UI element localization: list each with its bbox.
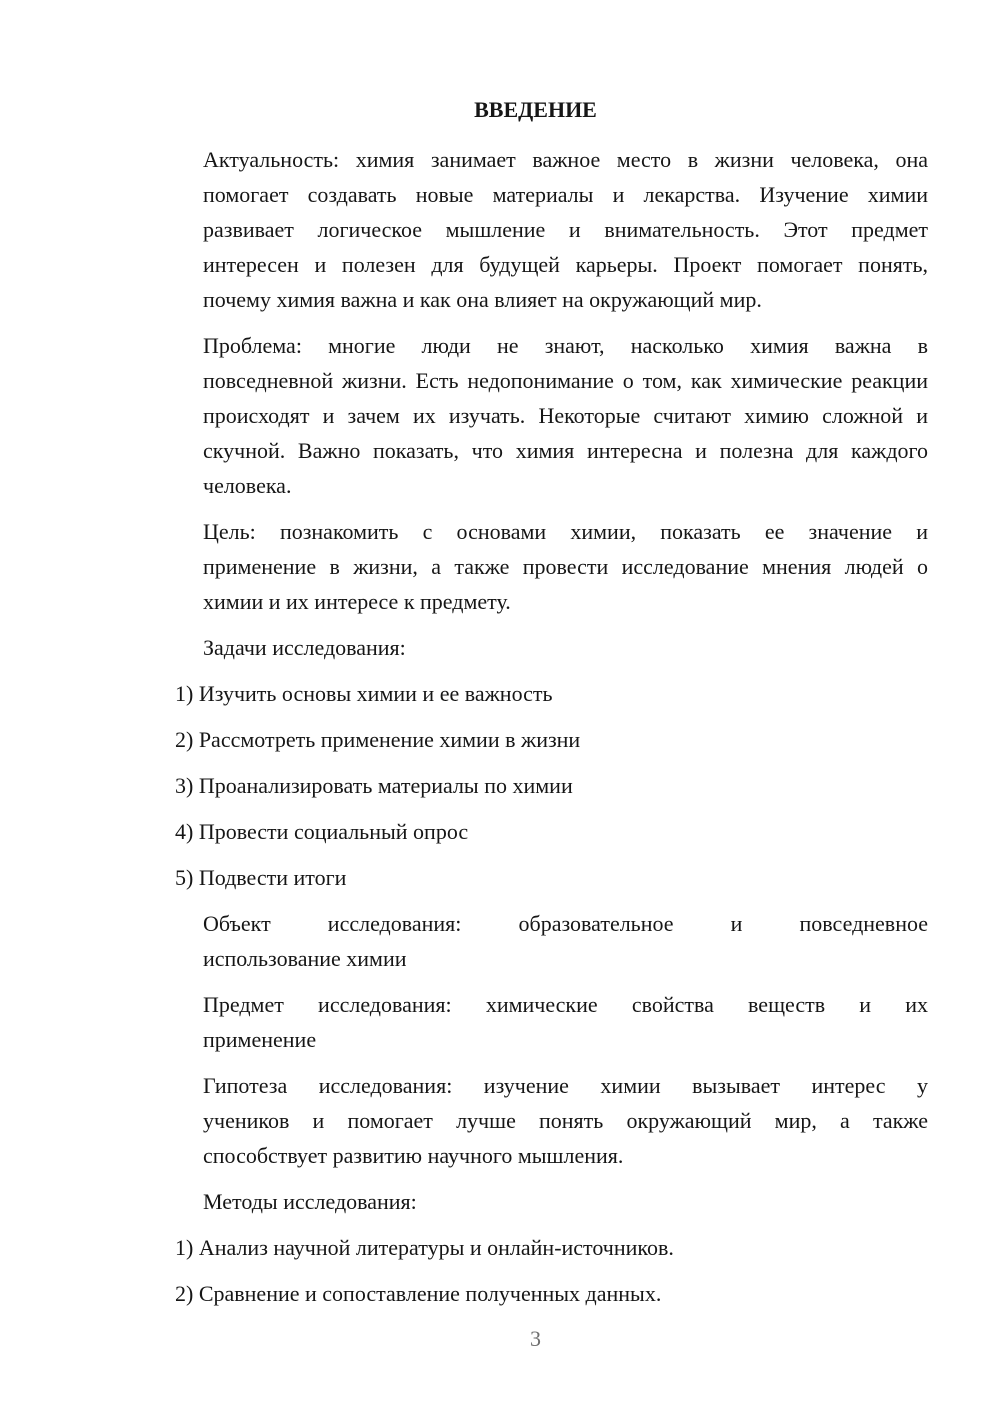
task-item: 1) Изучить основы химии и ее важность (175, 681, 553, 706)
text-line: Актуальность: химия занимает важное место в жизни человека, она (203, 147, 928, 172)
text-line: учеников и помогает лучше понять окружающий мир, а также (203, 1108, 928, 1133)
method-item: 1) Анализ научной литературы и онлайн-источников. (175, 1235, 674, 1260)
paragraph-actuality (143, 142, 928, 317)
text-line: происходят и зачем их изучать. Некоторые считают химию сложной и (203, 403, 928, 428)
paragraph-goal (143, 514, 928, 619)
paragraph-subject (143, 987, 928, 1057)
text-line: развивает логическое мышление и внимательность. Этот предмет (203, 217, 928, 242)
task-item: 3) Проанализировать материалы по химии (175, 773, 573, 798)
text-line: помогает создавать новые материалы и лекарства. Изучение химии (203, 182, 928, 207)
document-body (143, 142, 928, 1322)
text-line: применение в жизни, а также провести исследование мнения людей о (203, 554, 928, 579)
text-line: скучной. Важно показать, что химия интересна и полезна для каждого (203, 438, 928, 463)
text-line: интересен и полезен для будущей карьеры. Проект помогает понять, (203, 252, 928, 277)
task-item: 5) Подвести итоги (175, 865, 347, 890)
paragraph-problem (143, 328, 928, 503)
method-item: 2) Сравнение и сопоставление полученных данных. (175, 1281, 662, 1306)
text-line: Цель: познакомить с основами химии, показать ее значение и (203, 519, 928, 544)
page-number: 3 (530, 1326, 541, 1351)
text-line: Объект исследования: образовательное и повседневное (203, 911, 928, 936)
task-item: 4) Провести социальный опрос (175, 819, 469, 844)
text-line: Гипотеза исследования: изучение химии вызывает интерес у (203, 1073, 928, 1098)
text-line: Предмет исследования: химические свойства веществ и их (203, 992, 928, 1017)
text-line: почему химия важна и как она влияет на окружающий мир. (203, 287, 762, 312)
text-line: Проблема: многие люди не знают, насколько химия важна в (203, 333, 928, 358)
text-line: применение (203, 1027, 317, 1052)
methods-title: Методы исследования: (203, 1189, 417, 1214)
text-line: способствует развитию научного мышления. (203, 1143, 624, 1168)
text-line: химии и их интересе к предмету. (203, 589, 511, 614)
text-line: человека. (203, 473, 292, 498)
text-line: использование химии (203, 946, 407, 971)
tasks-title: Задачи исследования: (203, 635, 406, 660)
text-line: повседневной жизни. Есть недопонимание о том, как химические реакции (203, 368, 928, 393)
paragraph-hypothesis (143, 1068, 928, 1173)
page-title: ВВЕДЕНИЕ (474, 97, 597, 122)
task-item: 2) Рассмотреть применение химии в жизни (175, 727, 581, 752)
paragraph-object (143, 906, 928, 976)
